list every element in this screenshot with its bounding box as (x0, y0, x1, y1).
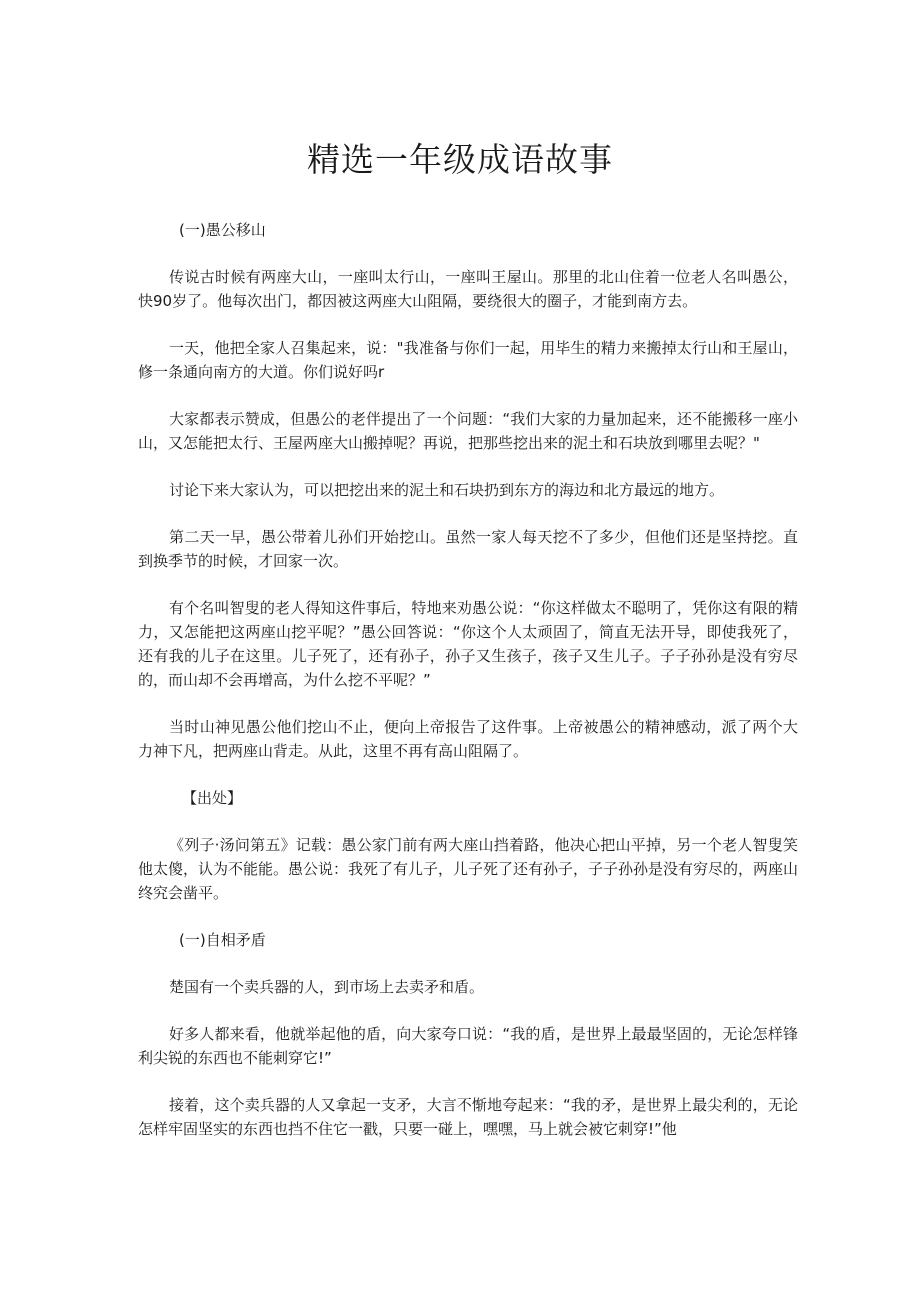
page-title: 精选一年级成语故事 (307, 140, 613, 179)
section-heading-zixiangmaodun: (一)自相矛盾 (179, 931, 266, 949)
paragraph: 一天，他把全家人召集起来，说："我准备与你们一起，用毕生的精力来搬掉太行山和王屋山，修一条通向南方的大道。你们说好吗r (138, 339, 798, 381)
paragraph: 大家都表示赞成，但愚公的老伴提出了一个问题：“我们大家的力量加起来，还不能搬移一座小山，又怎能把太行、王屋两座大山搬掉呢？再说，把那些挖出来的泥土和石块放到哪里去呢？" (138, 410, 798, 452)
paragraph: 楚国有一个卖兵器的人，到市场上去卖矛和盾。 (169, 978, 485, 996)
section-heading-yugong: (一)愚公移山 (179, 221, 266, 239)
document-body (138, 218, 798, 1164)
paragraph: 讨论下来大家认为，可以把挖出来的泥土和石块扔到东方的海边和北方最远的地方。 (169, 481, 725, 499)
paragraph: 《列子·汤问第五》记载：愚公家门前有两大座山挡着路，他决心把山平掉，另一个老人智叟笑他太傻，认为不能能。愚公说：我死了有儿子，儿子死了还有孙子，子子孙孙是没有穷尽的，两座山终究会凿平。 (138, 836, 799, 902)
paragraph: 第二天一早，愚公带着儿孙们开始挖山。虽然一家人每天挖不了多少，但他们还是坚持挖。直到换季节的时候，才回家一次。 (138, 528, 798, 570)
paragraph: 传说古时候有两座大山，一座叫太行山，一座叫王屋山。那里的北山住着一位老人名叫愚公，快90岁了。他每次出门，都因被这两座大山阻隔，要绕很大的圈子，才能到南方去。 (138, 268, 798, 310)
paragraph: 接着，这个卖兵器的人又拿起一支矛，大言不惭地夸起来：“我的矛，是世界上最尖利的，无论怎样牢固坚实的东西也挡不住它一戳，只要一碰上，嘿嘿，马上就会被它刺穿!”他 (138, 1096, 798, 1138)
paragraph: 当时山神见愚公他们挖山不止，便向上帝报告了这件事。上帝被愚公的精神感动，派了两个大力神下凡，把两座山背走。从此，这里不再有高山阻隔了。 (138, 718, 798, 760)
paragraph: 有个名叫智叟的老人得知这件事后，特地来劝愚公说：“你这样做太不聪明了，凭你这有限的精力，又怎能把这两座山挖平呢？”愚公回答说：“你这个人太顽固了，简直无法开导，即使我死了，还有我的儿子在这里。儿子死了，还有孙子，孙子又生孩子，孩子又生儿子。子子孙孙是没有穷尽的，而山却不会再增高，为什么挖不平呢？” (138, 599, 798, 689)
paragraph: 好多人都来看，他就举起他的盾，向大家夸口说：“我的盾，是世界上最最坚固的，无论怎样锋利尖锐的东西也不能刺穿它!” (138, 1025, 798, 1067)
source-heading: 【出处】 (182, 789, 243, 807)
